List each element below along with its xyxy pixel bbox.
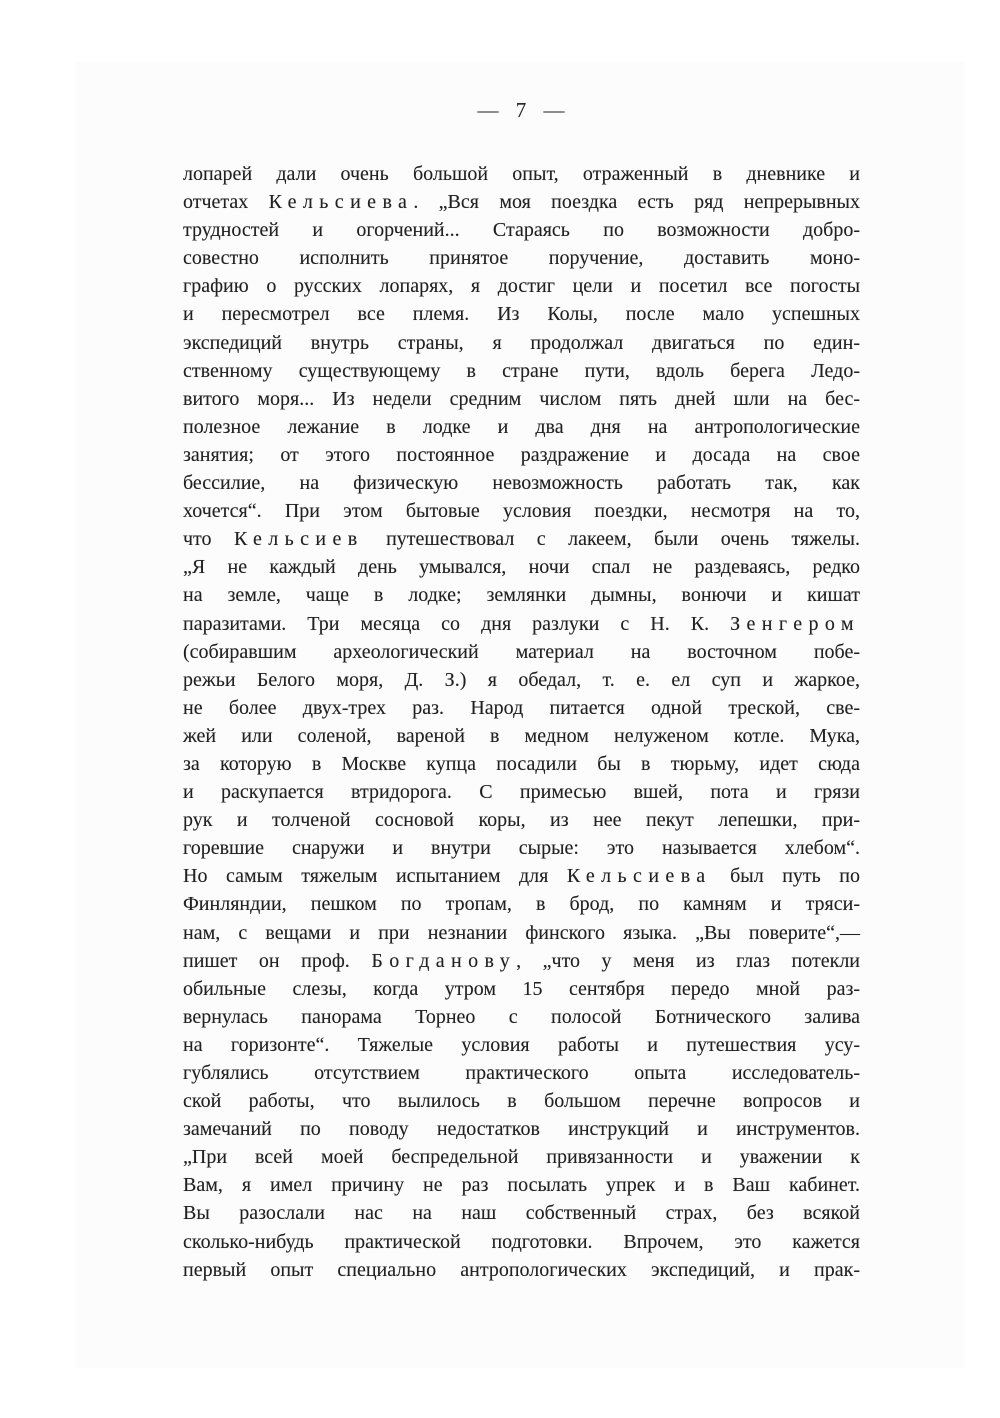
text-line: за которую в Москве купца посадили бы в тюрьму, идет сюда — [183, 752, 860, 775]
text-line: лопарей дали очень большой опыт, отраженный в дневнике и — [183, 163, 860, 185]
text-line: что Кельсиев путешествовал с лакеем, были очень тяжелы. — [183, 528, 860, 551]
text-line: рук и толченой сосновой коры, из нее пекут лепешки, при- — [183, 809, 860, 832]
text-line: полезное лежание в лодке и два дня на антропологические — [183, 415, 860, 438]
text-line: режьи Белого моря, Д. З.) я обедал, т. е. ел суп и жаркое, — [183, 668, 860, 691]
text-line: ственному существующему в стране пути, вдоль берега Ледо- — [183, 359, 860, 382]
text-line: на горизонте“. Тяжелые условия работы и путешествия усу- — [183, 1033, 860, 1056]
text-line: Финляндии, пешком по тропам, в брод, по камням и тряси- — [183, 893, 860, 916]
letterspaced-name: Кельсиева — [268, 191, 414, 214]
text-line: нам, с вещами и при незнании финского языка. „Вы поверите“,— — [183, 921, 860, 944]
text-line: пишет он проф. Богданову, „что у меня из глаз потекли — [183, 949, 860, 972]
text-line: отчетах Кельсиева. „Вся моя поездка есть ряд непрерывных — [183, 191, 860, 214]
text-line: замечаний по поводу недостатков инструкций и инструментов. — [183, 1118, 860, 1141]
text-line: и пересмотрел все племя. Из Колы, после мало успешных — [183, 303, 860, 326]
text-line: Но самым тяжелым испытанием для Кельсиева был путь по — [183, 865, 860, 888]
text-line: хочется“. При этом бытовые условия поездки, несмотря на то, — [183, 500, 860, 523]
text-line: „При всей моей беспредельной привязанности и уважении к — [183, 1146, 860, 1169]
text-line: ской работы, что вылилось в большом перечне вопросов и — [183, 1090, 860, 1113]
text-line: Вы разослали нас на наш собственный страх, без всякой — [183, 1202, 860, 1225]
text-line: трудностей и огорчений... Стараясь по возможности добро- — [183, 219, 860, 242]
text-line: гублялись отсутствием практического опыта исследователь- — [183, 1062, 860, 1084]
text-line: вернулась панорама Торнео с полосой Ботнического залива — [183, 1005, 860, 1028]
text-line: „Я не каждый день умывался, ночи спал не раздеваясь, редко — [183, 556, 860, 579]
text-line: Вам, я имел причину не раз посылать упрек и в Ваш кабинет. — [183, 1174, 860, 1197]
text-line: горевшие снаружи и внутри сырые: это называется хлебом“. — [183, 837, 860, 860]
text-line: витого моря... Из недели средним числом пять дней шли на бес- — [183, 387, 860, 410]
text-line: графию о русских лопарях, я достиг цели и посетил все погосты — [183, 275, 860, 298]
text-line: первый опыт специально антропологических экспедиций, и прак- — [183, 1258, 860, 1281]
page-number-header: — 7 — — [477, 98, 566, 122]
text-line: паразитами. Три месяца со дня разлуки с Н. К. Зенгером — [183, 612, 860, 635]
text-line: экспедиций внутрь страны, я продолжал двигаться по един- — [183, 331, 860, 354]
text-line: сколько-нибудь практической подготовки. Впрочем, это кажется — [183, 1230, 860, 1253]
text-line: (собиравшим археологический материал на восточном побе- — [183, 640, 860, 663]
text-line: не более двух-трех раз. Народ питается одной треской, све- — [183, 696, 860, 719]
letterspaced-name: Кельсиева — [566, 865, 712, 888]
letterspaced-name: Зенгером — [730, 612, 860, 635]
text-line: обильные слезы, когда утром 15 сентября передо мной раз- — [183, 977, 860, 1000]
text-block — [183, 96, 860, 1284]
text-line: совестно исполнить принятое поручение, доставить моно- — [183, 247, 860, 270]
page-body-text — [183, 160, 860, 1284]
letterspaced-name: Богданову — [371, 949, 517, 972]
text-line: жей или соленой, вареной в медном нелуженом котле. Мука, — [183, 724, 860, 747]
text-line: на земле, чаще в лодке; землянки дымны, вонючи и кишат — [183, 584, 860, 607]
text-line: и раскупается втридорога. С примесью вшей, пота и грязи — [183, 781, 860, 804]
text-line: бессилие, на физическую невозможность работать так, как — [183, 472, 860, 495]
text-line: занятия; от этого постоянное раздражение и досада на свое — [183, 443, 860, 466]
letterspaced-name: Кельсиев — [233, 528, 364, 551]
